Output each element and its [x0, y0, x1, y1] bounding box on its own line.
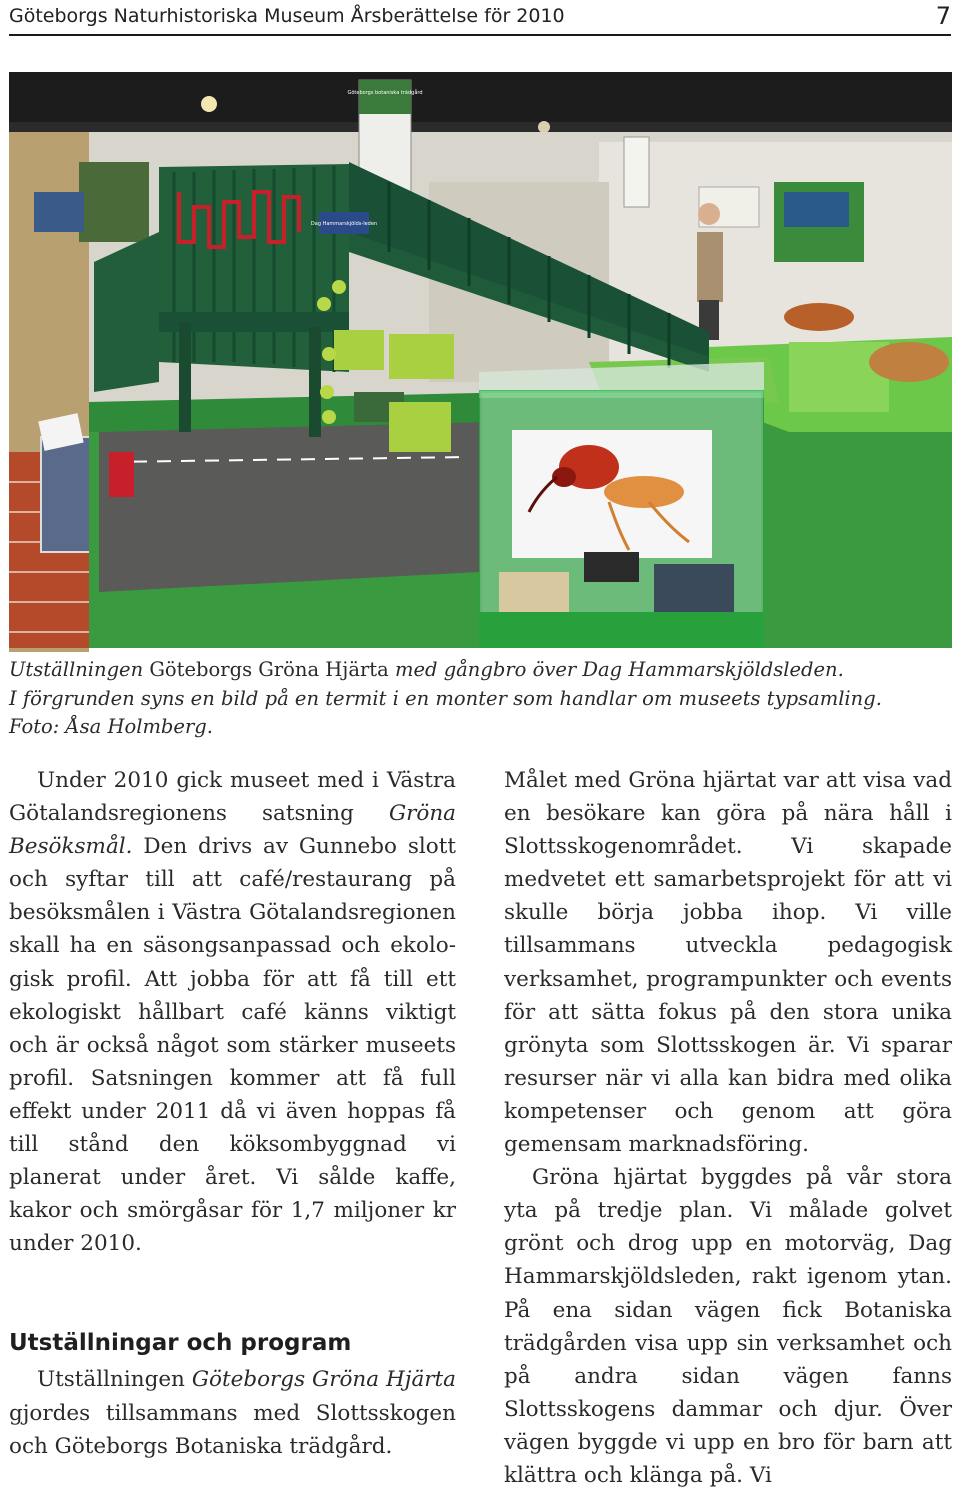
right-column: [504, 764, 952, 1492]
paragraph-construction: Gröna hjärtat byggdes på vår stora yta på tredje plan. Vi målade golvet grönt och drog upp en motorväg, Dag Hammarskjöldsleden, rakt igenom ytan. På ena sidan vägen fick Botaniska trädgården visa upp sin verksamhet och på andra sidan vägen fanns Slottsskogens dammar och djur. Över vägen byggde vi upp en bro för barn att klättra och klänga på. Vi: [504, 1165, 952, 1488]
road-sign-text: Dag Hammarskjölds-leden: [310, 221, 378, 227]
sign-text: Göteborgs botaniska trädgård: [347, 90, 423, 96]
caption-line-1: Utställningen Göteborgs Gröna Hjärta med gångbro över Dag Hammarskjöldsleden.: [9, 658, 844, 681]
running-title: Göteborgs Naturhistoriska Museum Årsberättelse för 2010: [9, 5, 565, 27]
page-number: 7: [935, 2, 951, 30]
paragraph-exhibition-intro: Utställningen Göteborgs Gröna Hjärta gjordes tillsammans med Slottsskogen och Göteborgs Botaniska trädgård.: [9, 1367, 456, 1459]
photo-caption: [9, 656, 952, 742]
exhibition-photo: [9, 72, 952, 648]
section-heading: Utställningar och program: [9, 1330, 352, 1357]
caption-line-2: I förgrunden syns en bild på en termit i en monter som handlar om museets typsamling.: [9, 686, 882, 710]
left-column: [9, 764, 456, 1463]
display-case: [479, 362, 764, 648]
paragraph-goal: Målet med Gröna hjärtat var att visa vad en besökare kan göra på nära håll i Slottsskogenområdet. Vi skapade medvetet ett samarbetsprojekt för att vi skulle börja jobba ihop. Vi ville tillsammans utveckla pedagogisk verksamhet, programpunkter och events för att sätta fokus på den stora unika grönyta som Slottsskogen är. Vi sparar resurser när vi alla kan bidra med olika kompetenser och genom att göra gemensam marknadsföring.: [504, 768, 952, 1158]
caption-line-3: Foto: Åsa Holmberg.: [9, 715, 213, 738]
paragraph-green-destinations: Under 2010 gick museet med i Västra Götalandsregionens satsning Gröna Besöksmål. Den drivs av Gunnebo slott och syftar till att café/restaurang på besöksmålen i Västra Götalandsregionen skall ha en säsongsanpassad och ekologisk profil. Att jobba för att få till ett ekologiskt hållbart café känns viktigt och är också något som stärker museets profil. Satsningen kommer att få full effekt under 2011 då vi även hoppas få till stånd den köksombyggnad vi planerat under året. Vi sålde kaffe, kakor och smörgåsar för 1,7 miljoner kr under 2010.: [9, 768, 456, 1257]
page-header: [9, 0, 951, 36]
